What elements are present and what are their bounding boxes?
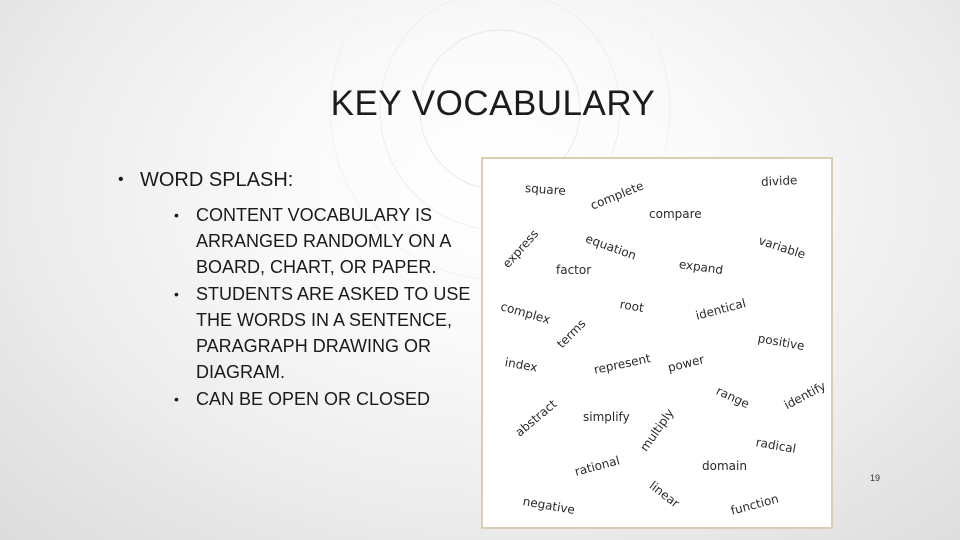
word-linear: linear — [646, 478, 683, 511]
word-function: function — [729, 491, 781, 518]
word-variable: variable — [756, 233, 808, 262]
word-abstract: abstract — [512, 396, 560, 440]
sub-bullet-item — [174, 386, 478, 412]
word-negative: negative — [521, 494, 576, 518]
slide-number: 19 — [870, 473, 881, 483]
word-equation: equation — [583, 231, 639, 263]
word-complete: complete — [588, 178, 646, 213]
word-complex: complex — [499, 299, 552, 327]
word-radical: radical — [754, 435, 798, 456]
word-identify: identify — [781, 378, 829, 413]
sub-bullet-item — [174, 202, 478, 280]
word-identical: identical — [694, 295, 748, 323]
bullet-dot: • — [174, 207, 179, 223]
word-express: express — [499, 226, 542, 271]
word-range: range — [714, 383, 752, 412]
word-power: power — [666, 352, 706, 375]
word-terms: terms — [554, 316, 589, 351]
bullet-dot: • — [174, 286, 179, 302]
word-simplify: simplify — [583, 410, 630, 424]
word-splash-image — [481, 157, 833, 529]
sub-bullet-text: CAN BE OPEN OR CLOSED — [196, 389, 431, 409]
word-expand: expand — [678, 257, 725, 278]
bullet-text: WORD SPLASH: — [140, 169, 294, 191]
bullet-dot: • — [174, 391, 179, 407]
word-root: root — [618, 297, 645, 316]
sub-bullet-text: STUDENTS ARE ASKED TO USE THE WORDS IN A SENTENCE, PARAGRAPH DRAWING OR DIAGRAM. — [196, 284, 471, 382]
word-index: index — [503, 355, 539, 375]
word-factor: factor — [556, 263, 592, 277]
word-represent: represent — [592, 351, 652, 377]
slide-title: KEY VOCABULARY — [330, 84, 656, 123]
bullet-list — [118, 166, 478, 413]
bullet-dot: • — [118, 171, 124, 188]
sub-bullet-list — [140, 202, 478, 412]
word-divide: divide — [760, 173, 798, 189]
word-positive: positive — [756, 331, 806, 354]
word-compare: compare — [649, 207, 702, 221]
bullet-word-splash — [118, 166, 478, 412]
sub-bullet-item — [174, 281, 478, 385]
word-multiply: multiply — [637, 406, 677, 455]
word-rational: rational — [573, 453, 622, 479]
word-square: square — [524, 181, 567, 198]
sub-bullet-text: CONTENT VOCABULARY IS ARRANGED RANDOMLY ON A BOARD, CHART, OR PAPER. — [196, 205, 451, 277]
word-domain: domain — [702, 459, 747, 473]
